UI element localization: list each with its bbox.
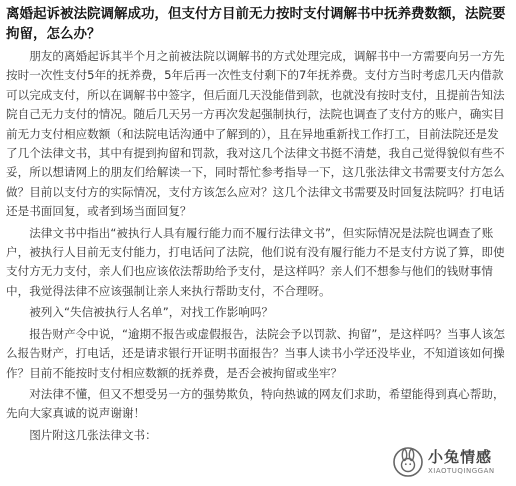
article-paragraph-4: 报告财产令中说，“逾期不报告或虚假报告，法院会予以罚款、拘留”，是这样吗？当事人该怎么报告财产，打电话，还是请求银行开证明书面报告？当事人读书小学还没毕业，不知道该如何操作？目前不能按时支付相应数额的抚养费，是否会被拘留或坐牢？	[6, 326, 505, 380]
rabbit-logo-icon	[392, 446, 424, 478]
article-title: 离婚起诉被法院调解成功，但支付方目前无力按时支付调解书中抚养费数额，法院要拘留，怎么办？	[6, 6, 506, 42]
article-paragraph-6: 图片附这几张法律文书：	[29, 427, 157, 442]
site-watermark	[392, 442, 510, 482]
watermark-brand: 小兔情感	[428, 448, 493, 466]
watermark-domain: XIAOTUQINGGAN	[428, 467, 495, 475]
article-paragraph-5: 对法律不懂，但又不想受另一方的强势欺负，特向热诚的网友们求助，希望能得到真心帮助，先向大家真诚的说声谢谢！	[6, 386, 505, 421]
article-paragraph-3: 被列入“失信被执行人名单”，对找工作影响吗？	[29, 305, 274, 320]
article-paragraph-2: 法律文书中指出“被执行人具有履行能力而不履行法律文书”，但实际情况是法院也调查了账户，被执行人目前无支付能力，打电话问了法院，他们说有没有履行能力不是支付方说了算，即使支付方无力支付，亲人们也应该依法帮助给予支付，是这样吗？亲人们不想参与他们的钱财事情中，我觉得法律不应该强制让亲人来执行帮助支付，不合理呀。	[6, 225, 505, 298]
article-paragraph-1: 朋友的离婚起诉其半个月之前被法院以调解书的方式处理完成，调解书中一方需要向另一方先按时一次性支付5年的抚养费，5年后再一次性支付剩下的7年抚养费。支付方当时考虑几天内借款可以完成支付，所以在调解书中签字，但后面几天没能借到款，也就没有按时支付，且提前告知法院自己无力支付的情况。随后几天另一方再次发起强制执行，法院也调查了支付方的账户，确实目前无力支付相应数额（和法院电话沟通中了解到的），且在异地重新找工作打工，目前法院还是发了几个法律文书，其中有提到拘留和罚款，我对这几个法律文书挺不清楚，我自己觉得貌似有些不妥，所以想请网上的朋友们给解读一下，同时帮忙参考指导一下，这几张法律文书需要支付方怎么做？目前以支付方的实际情况，支付方该怎么应对？这几个法律文书需要及时回复法院吗？打电话还是书面回复，或者到场当面回复？	[6, 49, 505, 219]
